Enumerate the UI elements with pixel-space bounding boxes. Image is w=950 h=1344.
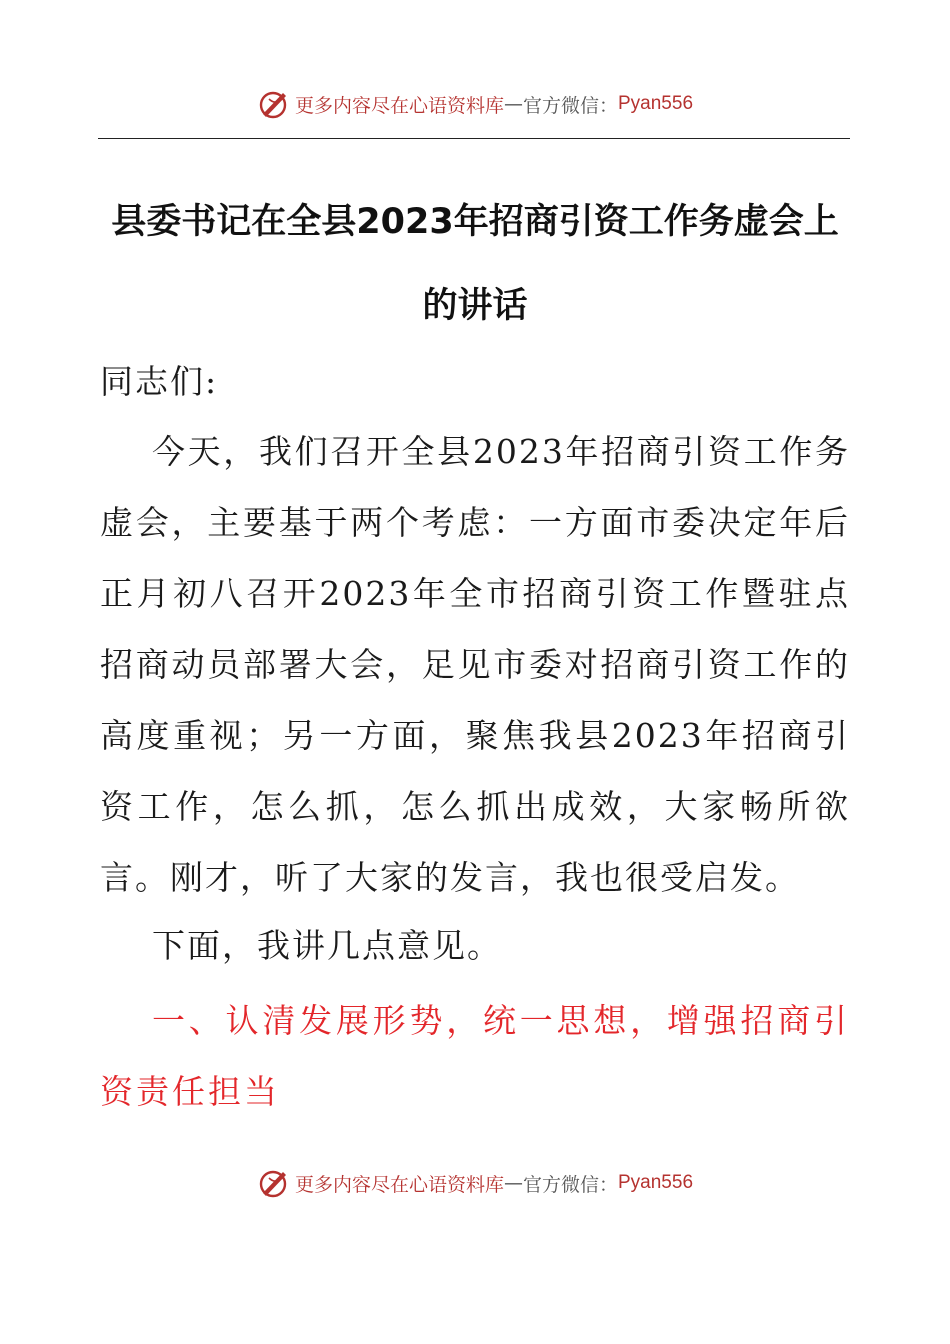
section-heading-1: 一、认清发展形势，统一思想，增强招商引资责任担当 bbox=[100, 1001, 850, 1111]
greeting: 同志们: bbox=[100, 362, 219, 401]
footer-dash: — bbox=[503, 1172, 523, 1194]
header-banner bbox=[0, 84, 950, 124]
body-paragraph-2: 下面，我讲几点意见。 bbox=[152, 926, 502, 965]
footer-wechat-id: Pyan556 bbox=[618, 1172, 694, 1193]
banner-wechat-label: 官方微信： bbox=[522, 94, 618, 117]
banner-dash: — bbox=[503, 93, 523, 115]
footer-wechat-label: 官方微信： bbox=[522, 1173, 618, 1196]
footer-site-text: 更多内容尽在心语资料库 bbox=[294, 1173, 504, 1196]
banner-site-text: 更多内容尽在心语资料库 bbox=[294, 94, 504, 117]
body-paragraph-1: 今天，我们召开全县2023年招商引资工作务虚会，主要基于两个考虑：一方面市委决定年后正月初八召开2023年全市招商引资工作暨驻点招商动员部署大会，足见市委对招商引资工作的高度重视；另一方面，聚焦我县2023年招商引资工作，怎么抓，怎么抓出成效，大家畅所欲言。刚才，听了大家的发言，我也很受启发。 bbox=[100, 432, 850, 897]
document-title: 县委书记在全县2023年招商引资工作务虚会上的讲话 bbox=[111, 202, 839, 326]
banner-wechat-id: Pyan556 bbox=[618, 93, 694, 114]
footer-banner bbox=[0, 1163, 950, 1203]
pen-circle-logo-icon bbox=[257, 1166, 291, 1200]
pen-circle-logo-icon bbox=[257, 87, 291, 121]
header-divider bbox=[98, 138, 850, 139]
